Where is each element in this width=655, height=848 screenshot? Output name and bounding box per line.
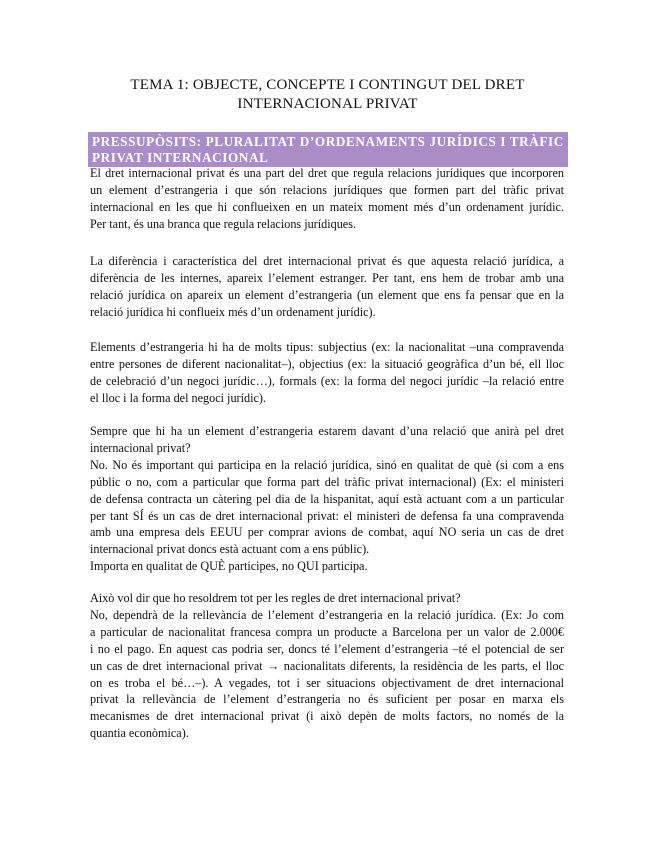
paragraph	[90, 339, 564, 407]
document-title	[0, 76, 655, 114]
paragraph	[90, 165, 564, 233]
text-line: Per tant, és una branca que regula relacions jurídiques.	[90, 216, 356, 231]
text-line: El dret internacional privat és una part del dret que regula relacions jurídiques que incorporen	[90, 166, 564, 180]
text-line: a particular de nacionalitat francesa compra un producte a Barcelona per un valor de 2.000€	[90, 624, 564, 639]
title-line: TEMA 1: OBJECTE, CONCEPTE I CONTINGUT DEL DRET	[130, 77, 525, 93]
text-line: Sempre que hi ha un element d’estrangeria estarem davant d’una relació que anirà pel dret	[90, 424, 564, 438]
section-header-line: PRIVAT INTERNACIONAL	[92, 150, 269, 165]
text-line: entre persones de diferent nacionalitat–), objectius (ex: la situació geogràfica d’un bé, ell lloc	[90, 356, 564, 371]
text-line: on es troba el bé…–). A vegades, tot i ser situacions objectivament de dret internacional	[90, 675, 564, 690]
text-line: amb una empresa dels EEUU per comprar avions de combat, aquí NO seria un cas de dret	[90, 525, 564, 540]
text-line: un cas de dret internacional privat → nacionalitats diferents, la residència de les parts, el lloc	[90, 658, 564, 673]
text-line: Importa en qualitat de QUÈ participes, no QUI participa.	[90, 559, 368, 574]
text-line: i no el pago. En aquest cas podria ser, doncs té l’element d’estrangeria –té el potencial de ser	[90, 641, 564, 656]
text-line: Elements d’estrangeria hi ha de molts tipus: subjectius (ex: la nacionalitat –una compravenda	[90, 340, 564, 354]
text-line: relació jurídica on apareix un element d’estrangeria (un element que ens fa pensar que en la	[90, 287, 564, 302]
text-line: privat la rellevància de l’element d’estrangeria no és suficient per posar en marxa els	[90, 692, 564, 707]
text-line: de celebració d’un negoci jurídic…), formals (ex: la forma del negoci jurídic –la relació entre	[90, 373, 564, 388]
text-line: mecanismes de dret internacional privat (i això depèn de molts factors, no només de la	[90, 709, 564, 724]
text-line: el lloc i la forma del negoci jurídic).	[90, 390, 266, 405]
text-line: internacional privat doncs està actuant com a ens públic).	[90, 542, 370, 557]
paragraph	[90, 253, 564, 321]
text-line: relació jurídica hi conflueix més d’un ordenament jurídic).	[90, 304, 376, 319]
text-line: internacional privat?	[90, 440, 191, 455]
text-line: diferència de les internes, apareix l’element estranger. Per tant, ens hem de trobar amb una	[90, 270, 564, 285]
text-line: per tant SÍ és un cas de dret internacional privat: el ministeri de defensa fa una compravenda	[90, 508, 564, 523]
section-header-line: PRESSUPÒSITS: PLURALITAT D’ORDENAMENTS JURÍDICS I TRÀFIC	[92, 134, 564, 149]
text-line: internacional en les que hi conflueixen en un mateix moment més d’un ordenament jurídic.	[90, 199, 564, 214]
paragraph	[90, 423, 564, 575]
text-line: un element d’estrangeria i que són relacions jurídiques que formen part del tràfic privat	[90, 182, 564, 197]
text-line: quantia econòmica).	[90, 726, 189, 741]
section-header	[88, 132, 568, 167]
text-line: públic o no, com a particular que forma part del tràfic privat internacional) (Ex: el ministeri	[90, 474, 564, 489]
paragraph	[90, 590, 564, 742]
text-line: de defensa contracta un càtering pel dia de la hispanitat, aquí està actuant com a un particular	[90, 491, 564, 506]
text-line: No. No és important qui participa en la relació jurídica, sinó en qualitat de què (si com a ens	[90, 457, 564, 472]
text-line: No, dependrà de la rellevància de l’element d’estrangeria en la relació jurídica. (Ex: Jo com	[90, 607, 564, 622]
title-line: INTERNACIONAL PRIVAT	[237, 96, 418, 112]
text-line: Això vol dir que ho resoldrem tot per les regles de dret internacional privat?	[90, 591, 461, 605]
text-line: La diferència i característica del dret internacional privat és que aquesta relació jurídica, a	[90, 254, 564, 268]
